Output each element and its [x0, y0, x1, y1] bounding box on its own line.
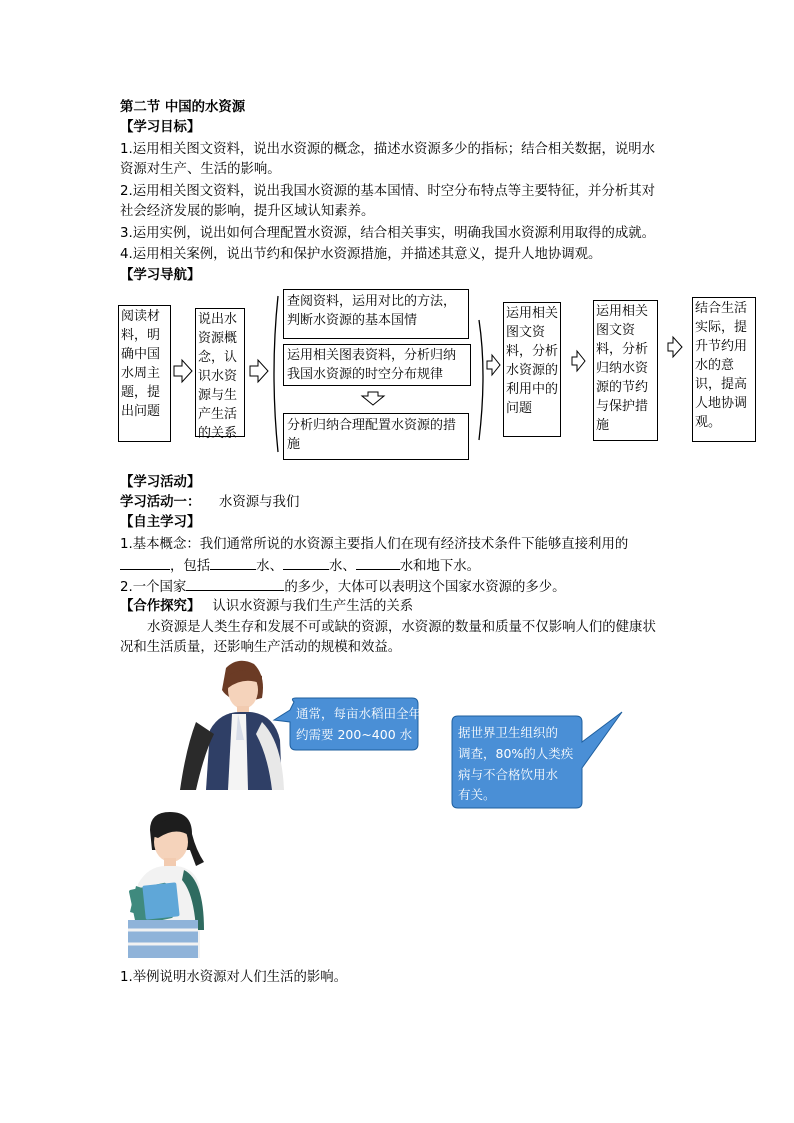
flow-step-concept: 说出水资源概念，认识水资源与生产生活的关系: [195, 308, 245, 437]
question-2: 2.一个国家 的多少，大体可以表明这个国家水资源的多少。: [120, 576, 566, 598]
exercise-question-1: 1.举例说明水资源对人们生活的影响。: [120, 970, 348, 985]
girl-student-illustration: [128, 812, 204, 958]
flow-step-read-material: 阅读材料，明确中国水周主题，提出问题: [118, 305, 171, 442]
bubble-2-line-3: 病与不合格饮用水: [458, 767, 559, 782]
objective-2-line-1: 2.运用相关图文资料，说出我国水资源的基本国情、时空分布特点等主要特征，并分析其对: [120, 184, 656, 199]
boy-student-illustration: [180, 661, 284, 790]
intro-paragraph-line-2: 况和生活质量，还影响生产活动的规模和效益。: [120, 640, 402, 655]
bubble-2-line-4: 有关。: [458, 787, 496, 802]
objective-2-line-2: 社会经济发展的影响，提升区域认知素养。: [120, 204, 375, 219]
bubble-1-line-1: 通常，每亩水稻田全年大: [296, 706, 434, 721]
page-title: 第二节 中国的水资源: [120, 100, 246, 115]
flow-step-distribution: 运用相关图表资料，分析归纳我国水资源的时空分布规律: [283, 344, 471, 386]
guide-title: 【学习导航】: [120, 268, 201, 283]
question-1-line-2: ，包括 水、 水、 水和地下水。: [120, 555, 480, 577]
flow-step-usage-problems: 运用相关图文资料，分析水资源的利用中的问题: [503, 302, 561, 437]
flow-step-conservation: 运用相关图文资料，分析归纳水资源的节约与保护措施: [593, 300, 658, 441]
objective-1-line-2: 资源对生产、生活的影响。: [120, 162, 281, 177]
objective-3: 3.运用实例，说出如何合理配置水资源，结合相关事实，明确我国水资源利用取得的成就。: [120, 226, 656, 241]
flow-step-allocation: 分析归纳合理配置水资源的措施: [283, 413, 469, 460]
question-1-line-1: 1.基本概念：我们通常所说的水资源主要指人们在现有经济技术条件下能够直接利用的: [120, 537, 629, 552]
bubble-2-line-2: 调查，80%的人类疾: [458, 746, 574, 761]
activity-1-topic: 水资源与我们: [219, 495, 300, 510]
objective-4: 4.运用相关案例，说出节约和保护水资源措施，并描述其意义，提升人地协调观。: [120, 247, 602, 262]
bubble-1-line-2: 约需要 200~400 水: [296, 727, 413, 742]
flow-step-awareness: 结合生活实际，提升节约用水的意识，提高人地协调观。: [692, 297, 756, 442]
bubble-2-line-1: 据世界卫生组织的: [458, 725, 559, 740]
activity-1-label: 学习活动一：: [120, 495, 201, 510]
cooperative-inquiry: 【合作探究】 认识水资源与我们生产生活的关系: [120, 599, 414, 614]
activities-title: 【学习活动】: [120, 475, 201, 490]
objectives-title: 【学习目标】: [120, 120, 201, 135]
flow-step-national-situation: 查阅资料，运用对比的方法，判断水资源的基本国情: [283, 289, 469, 339]
self-study-title: 【自主学习】: [120, 515, 201, 530]
intro-paragraph-line-1: 水资源是人类生存和发展不可或缺的资源，水资源的数量和质量不仅影响人们的健康状: [147, 620, 656, 635]
objective-1-line-1: 1.运用相关图文资料，说出水资源的概念，描述水资源多少的指标；结合相关数据，说明水: [120, 142, 656, 157]
